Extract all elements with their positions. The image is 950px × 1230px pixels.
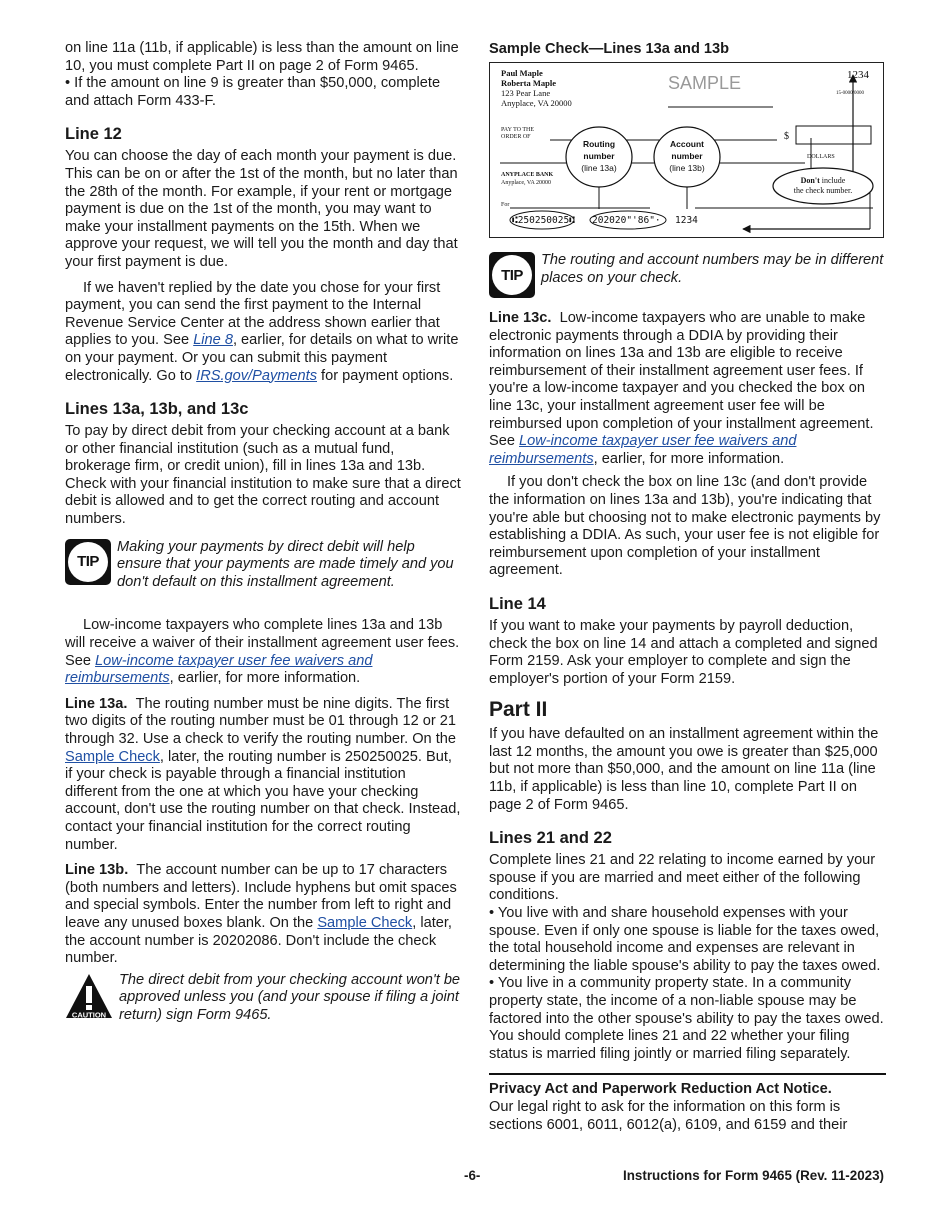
caution-icon bbox=[65, 972, 113, 1020]
paragraph-low-income: Low-income taxpayers who complete lines 13a and 13b will receive a waiver of their installment agreement user fees. See Low-income taxpayer user fee waivers and reimbursements, earlier, for more information. bbox=[65, 617, 460, 687]
bullet-community-property: • You live in a community property state. In a community property state, the income of a non-liable spouse may be factored into the other spouse's ability to pay the taxes owed. bbox=[489, 975, 884, 1027]
link-low-income-waivers[interactable]: Low-income taxpayer user fee waivers and reimbursements bbox=[65, 652, 373, 687]
heading-line-14: Line 14 bbox=[489, 594, 546, 613]
right-column bbox=[489, 40, 886, 1134]
privacy-notice bbox=[489, 1073, 886, 1134]
label-line-13a: Line 13a. bbox=[65, 695, 128, 712]
paragraph-part-2: If you have defaulted on an installment agreement within the last 12 months, the amount you owe is greater than $25,000 but not more than $50,000, and the amount on line 11a (line 11b, if applicable) is less than line 10, complete Part II on page 2 of Form 9465. bbox=[489, 726, 879, 813]
paragraph-lines-21-22: Complete lines 21 and 22 relating to income earned by your spouse if you are married and meet either of the following conditions. bbox=[489, 852, 876, 904]
check-payer-address-1: 123 Pear Lane bbox=[501, 88, 551, 98]
micr-routing: ⑆250250025⑆ bbox=[512, 215, 575, 226]
tip-icon: TIP bbox=[489, 252, 535, 298]
paragraph-lines-13: To pay by direct debit from your checking account at a bank or other financial institution (such as a mutual fund, brokerage firm, or credit union), fill in lines 13a and 13b. Check with your financial institution to make sure that a direct debit is allowed and to get the correct routing and account numbers. bbox=[65, 423, 461, 528]
left-column bbox=[65, 40, 462, 1025]
svg-text:Routing: Routing bbox=[582, 139, 616, 149]
check-watermark: SAMPLE bbox=[668, 73, 742, 93]
micr-check-number: 1234 bbox=[675, 215, 698, 226]
label-line-13c: Line 13c. bbox=[489, 310, 552, 326]
page-number: -6- bbox=[464, 1168, 481, 1183]
paragraph-continued: on line 11a (11b, if applicable) is less than the amount on line 10, you must complete Part II on page 2 of Form 9465. bbox=[65, 40, 459, 74]
paragraph-not-replied: If we haven't replied by the date you chose for your first payment, you can send the first payment to the Internal Revenue Service Center at the address shown earlier that applies to you. See Line 8, earlier, for details on what to write on your payment. Or you can submit this payment electronically. Go to IRS.gov/Payments for payment options. bbox=[65, 279, 459, 384]
paragraph-should-complete: You should complete lines 21 and 22 whether your filing status is married filing jointly or married filing separately. bbox=[489, 1028, 851, 1062]
heading-lines-21-22: Lines 21 and 22 bbox=[489, 829, 612, 848]
label-line-13b: Line 13b. bbox=[65, 862, 129, 879]
caution-text: The direct debit from your checking account won't be approved unless you (and your spouse if filing a joint return) sign Form 9465. bbox=[119, 971, 461, 1023]
check-payer-name-1: Paul Maple bbox=[501, 68, 543, 78]
check-number: 1234 bbox=[847, 69, 869, 81]
form-title: Instructions for Form 9465 (Rev. 11-2023) bbox=[623, 1168, 884, 1183]
check-payer-name-2: Roberta Maple bbox=[501, 78, 557, 88]
check-bank-address: Anyplace, VA 20000 bbox=[501, 180, 551, 186]
check-fraction-code: 15-0000/0000 bbox=[836, 91, 865, 96]
privacy-heading: Privacy Act and Paperwork Reduction Act Notice. bbox=[489, 1081, 832, 1098]
check-amount-box bbox=[796, 126, 871, 144]
check-for-label: For bbox=[501, 202, 510, 208]
heading-part-2: Part II bbox=[489, 698, 548, 722]
paragraph-dont-check: If you don't check the box on line 13c (and don't provide the information on lines 13a and 13b), you're indicating that you're able but choosing not to make electronic payments by establishing a DDIA. As such, your user fee is not eligible for reimbursement upon completion of your installment agreement. bbox=[489, 474, 881, 579]
svg-text:number: number bbox=[583, 151, 615, 161]
link-sample-check[interactable]: Sample Check bbox=[317, 914, 413, 931]
check-payer-address-2: Anyplace, VA 20000 bbox=[501, 98, 572, 108]
check-bank-name: ANYPLACE BANK bbox=[501, 172, 554, 178]
link-irs-payments[interactable]: IRS.gov/Payments bbox=[196, 367, 317, 384]
check-pay-to: PAY TO THE bbox=[501, 127, 535, 133]
link-line-8[interactable]: Line 8 bbox=[193, 332, 233, 349]
tip-note-routing bbox=[489, 252, 886, 298]
tip-icon: TIP bbox=[65, 539, 111, 585]
heading-line-12: Line 12 bbox=[65, 125, 122, 144]
micr-account: 202020"'86"· bbox=[592, 215, 661, 226]
svg-text:(line 13b): (line 13b) bbox=[669, 163, 705, 173]
tip-note-direct-debit bbox=[65, 539, 462, 592]
tip-text-routing: The routing and account numbers may be in different places on your check. bbox=[541, 252, 884, 286]
check-dollars-label: DOLLARS bbox=[807, 154, 835, 160]
heading-lines-13: Lines 13a, 13b, and 13c bbox=[65, 400, 249, 419]
link-sample-check[interactable]: Sample Check bbox=[65, 748, 160, 765]
check-order-of: ORDER OF bbox=[501, 134, 531, 140]
privacy-text: Our legal right to ask for the information on this form is sections 6001, 6011, 6012(a), 6109, and 6159 and their bbox=[489, 1098, 848, 1133]
check-dollar-sign: $ bbox=[784, 131, 789, 142]
paragraph-line-13b: Line 13b. The account number can be up to 17 characters (both numbers and letters). Include hyphens but omit spaces and special symbols. Enter the number from left to right and leave any unused boxes blank. On the Sample Check, later, the account number is 20202086. Don't include the check number. bbox=[65, 862, 457, 967]
link-low-income-waivers[interactable]: Low-income taxpayer user fee waivers and reimbursements bbox=[489, 433, 797, 467]
paragraph-line-14: If you want to make your payments by payroll deduction, check the box on line 14 and attach a completed and signed Form 2159. Ask your employer to complete and sign the employer's portion of your Form 2159. bbox=[489, 617, 878, 687]
bullet-share-expenses: • You live with and share household expenses with your spouse. Even if only one spouse is liable for the taxes owed, the total household income and expenses are relevant in determining the liable spouse's ability to pay the taxes owed. bbox=[489, 905, 881, 974]
svg-text:the check number.: the check number. bbox=[793, 186, 853, 195]
sample-check-illustration bbox=[490, 63, 883, 237]
paragraph-line-13c: Line 13c. Low-income taxpayers who are unable to make electronic payments through a DDIA by providing their information on lines 13a and 13b are eligible to receive reimbursement of their installment agreement user fees. If you're a low-income taxpayer and you checked the box on line 13c, your installment agreement user fee will be reimbursed upon completion of your installment agreement. See Low-income taxpayer user fee waivers and reimbursements, earlier, for more information. bbox=[489, 310, 874, 467]
paragraph-line-12: You can choose the day of each month your payment is due. This can be on or after the 1st of the month, but no later than the 28th of the month. For example, if your rent or mortgage payment is due on the 1st of the month, you may want to make your installment payments on the 15th. When we approve your request, we will tell you the month and day that your first payment is due. bbox=[65, 148, 458, 270]
bullet-amount-line9: • If the amount on line 9 is greater than $50,000, complete and attach Form 433-F. bbox=[65, 75, 441, 109]
svg-text:number: number bbox=[671, 151, 703, 161]
tip-text-direct-debit: Making your payments by direct debit will help ensure that your payments are made timely and you don't default on this installment agreement. bbox=[117, 538, 454, 590]
svg-text:Account: Account bbox=[670, 139, 704, 149]
paragraph-line-13a: Line 13a. The routing number must be nine digits. The first two digits of the routing number must be 01 through 12 or 21 through 32. Use a check to verify the routing number. On the Sample Check, later, the routing number is 250250025. But, if your check is payable through a financial institution different from the one at which you have your checking account, don't use the routing number on that check. Instead, contact your financial institution for the correct routing number. bbox=[65, 695, 461, 853]
sample-check-title: Sample Check—Lines 13a and 13b bbox=[489, 41, 730, 57]
svg-text:(line 13a): (line 13a) bbox=[581, 163, 617, 173]
sample-check bbox=[489, 62, 884, 238]
caution-note bbox=[65, 972, 462, 1025]
svg-text:Don't include: Don't include bbox=[800, 176, 846, 185]
svg-text:CAUTION: CAUTION bbox=[71, 1010, 107, 1020]
